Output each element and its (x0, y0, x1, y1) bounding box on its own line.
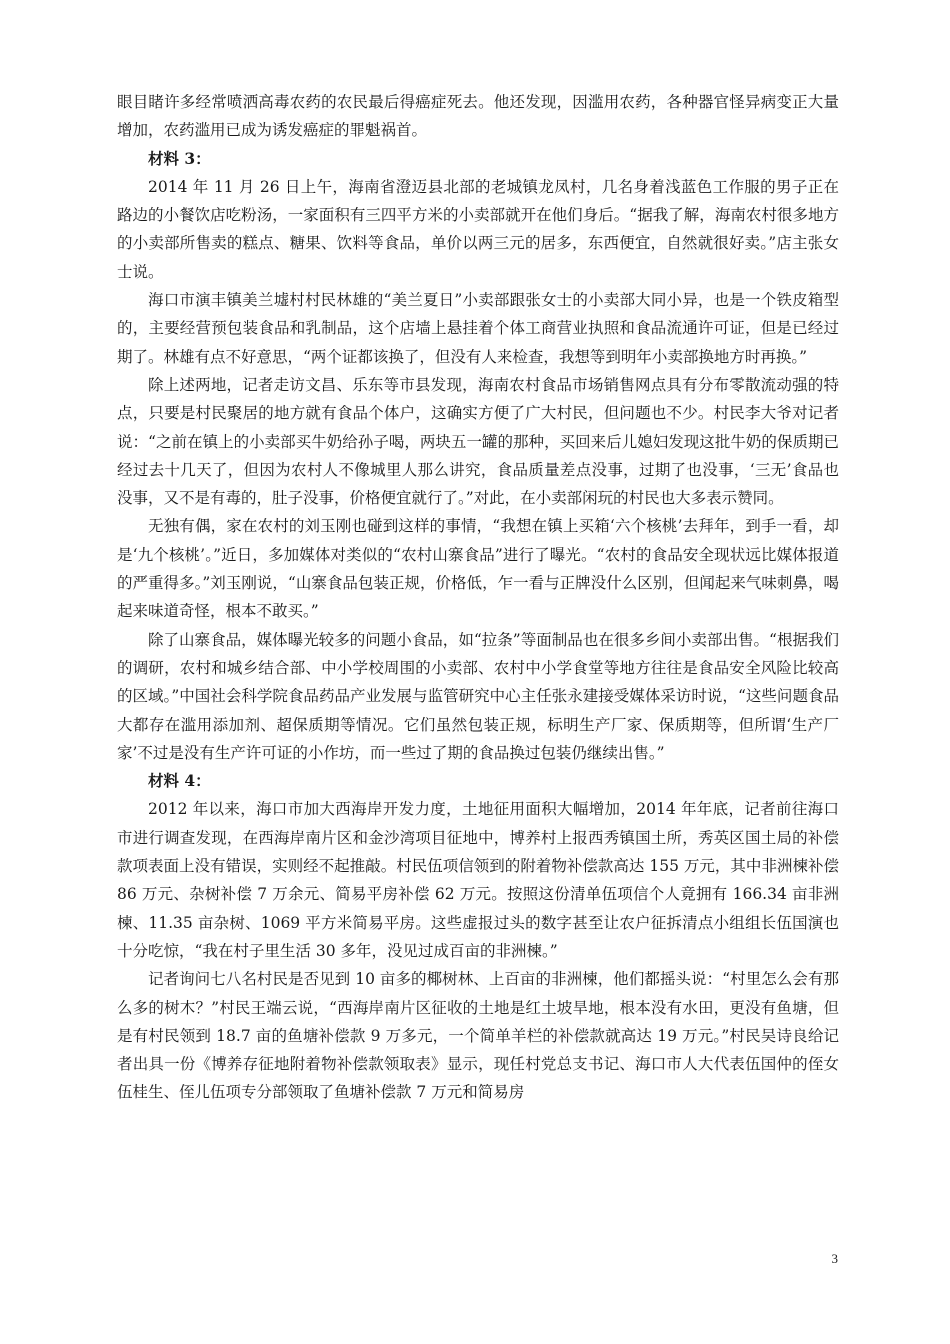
document-body (117, 88, 839, 1107)
paragraph: 除了山寨食品，媒体曝光较多的问题小食品，如“拉条”等面制品也在很多乡间小卖部出售。“根据我们的调研，农村和城乡结合部、中小学校周围的小卖部、农村中小学食堂等地方往往是食品安全风险比较高的区域。”中国社会科学院食品药品产业发展与监管研究中心主任张永建接受媒体采访时说，“这些问题食品大都存在滥用添加剂、超保质期等情况。它们虽然包装正规，标明生产厂家、保质期等，但所谓‘生产厂家’不过是没有生产许可证的小作坊，而一些过了期的食品换过包装仍继续出售。” (117, 630, 839, 762)
paragraph: 海口市演丰镇美兰墟村村民林雄的“美兰夏日”小卖部跟张女士的小卖部大同小异，也是一个铁皮箱型的，主要经营预包装食品和乳制品，这个店墙上悬挂着个体工商营业执照和食品流通许可证，但是已经过期了。林雄有点不好意思，“两个证都该换了，但没有人来检查，我想等到明年小卖部换地方时再换。” (117, 291, 839, 366)
paragraph: 2014 年 11 月 26 日上午，海南省澄迈县北部的老城镇龙凤村，几名身着浅蓝色工作服的男子正在路边的小餐饮店吃粉汤，一家面积有三四平方米的小卖部就开在他们身后。“据我了解，海南农村很多地方的小卖部所售卖的糕点、糖果、饮料等食品，单价以两三元的居多，东西便宜，自然就很好卖。”店主张女士说。 (117, 177, 839, 281)
paragraph: 记者询问七八名村民是否见到 10 亩多的椰树林、上百亩的非洲楝，他们都摇头说：“村里怎么会有那么多的树木？”村民王端云说，“西海岸南片区征收的土地是红土坡旱地，根本没有水田，更没有鱼塘，但是有村民领到 18.7 亩的鱼塘补偿款 9 万多元，一个简单羊栏的补偿款就高达 19 万元。”村民吴诗良给记者出具一份《博养存征地附着物补偿款领取表》显示，现任村党总支书记、海口市人大代表伍国仲的侄女伍桂生、侄儿伍项专分部领取了鱼塘补偿款 7 万元和简易房 (117, 970, 839, 1102)
paragraph-continuation: 眼目睹许多经常喷洒高毒农药的农民最后得癌症死去。他还发现，因滥用农药，各种器官怪异病变正大量增加，农药滥用已成为诱发癌症的罪魁祸首。 (117, 93, 839, 140)
paragraph: 2012 年以来，海口市加大西海岸开发力度，土地征用面积大幅增加，2014 年年底，记者前往海口市进行调查发现，在西海岸南片区和金沙湾项目征地中，博养村上报西秀镇国土所，秀英区国土局的补偿款项表面上没有错误，实则经不起推敲。村民伍项信领到的附着物补偿款高达 155 万元，其中非洲楝补偿 86 万元、杂树补偿 7 万余元、简易平房补偿 62 万元。按照这份清单伍项信个人竟拥有 166.34 亩非洲楝、11.35 亩杂树、1069 平方米简易平房。这些虚报过头的数字甚至让农户征拆清点小组组长伍国演也十分吃惊，“我在村子里生活 30 多年，没见过成百亩的非洲楝。” (117, 800, 839, 960)
section-heading-material-4: 材料 4： (148, 771, 211, 791)
page-number: 3 (831, 1251, 838, 1266)
paragraph: 无独有偶，家在农村的刘玉刚也碰到这样的事情，“我想在镇上买箱‘六个核桃’去拜年，到手一看，却是‘九个核桃’。”近日，多加媒体对类似的“农村山寨食品”进行了曝光。“农村的食品安全现状远比媒体报道的严重得多。”刘玉刚说，“山寨食品包装正规，价格低，乍一看与正牌没什么区别，但闻起来气味刺鼻，喝起来味道奇怪，根本不敢买。” (117, 517, 839, 621)
section-heading-material-3: 材料 3： (148, 148, 211, 168)
paragraph: 除上述两地，记者走访文昌、乐东等市县发现，海南农村食品市场销售网点具有分布零散流动强的特点，只要是村民聚居的地方就有食品个体户，这确实方便了广大村民，但问题也不少。村民李大爷对记者说：“之前在镇上的小卖部买牛奶给孙子喝，两块五一罐的那种，买回来后儿媳妇发现这批牛奶的保质期已经过去十几天了，但因为农村人不像城里人那么讲究，食品质量差点没事，过期了也没事，‘三无’食品也没事，又不是有毒的，肚子没事，价格便宜就行了。”对此，在小卖部闲玩的村民也大多表示赞同。 (117, 375, 839, 508)
